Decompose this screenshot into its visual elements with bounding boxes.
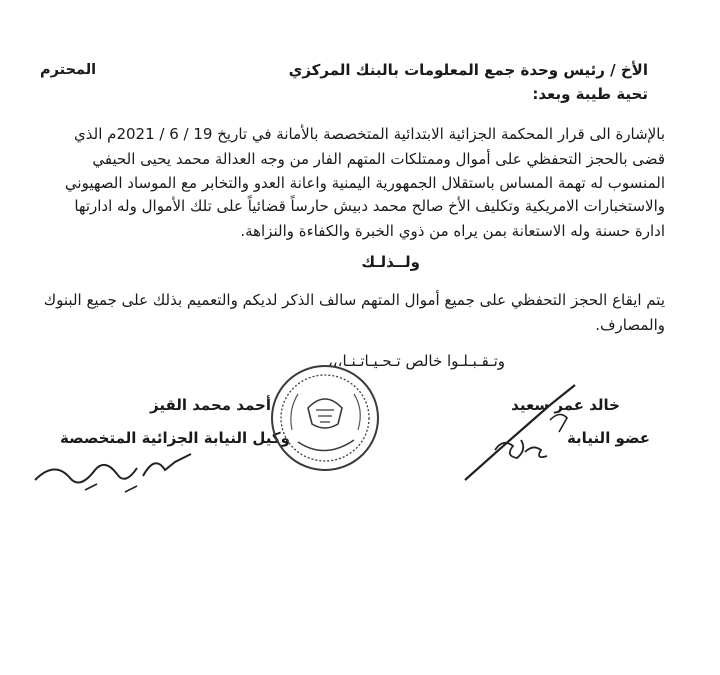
closing-line: وتـقـبـلـوا خالص تـحـيـاتـنـا،،، <box>327 352 505 370</box>
right-signatory-name: خالد عمر سعيد <box>511 396 620 414</box>
body-line-3: المنسوب له تهمة المساس باستقلال الجمهورية اليمنية واعانة العدو والتخابر مع الموساد الصهيوني <box>64 174 665 192</box>
body-line-2: قضى بالحجز التحفظي على أموال وممتلكات المتهم الفار من وجه العدالة محمد يحيى الحيفي <box>92 150 665 168</box>
decision-line-2: والمصارف. <box>595 316 665 334</box>
left-signatory-name: أحمد محمد القيز <box>150 396 271 414</box>
body-line-1: بالإشارة الى قرار المحكمة الجزائية الابتدائية المتخصصة بالأمانة في تاريخ 19 / 6 / 2021م الذي <box>74 125 665 143</box>
body-line-5: ادارة حسنة وله الاستعانة بمن يراه من ذوي الخبرة والكفاءة والنزاهة. <box>240 222 665 240</box>
greeting: تحية طيبة وبعد: <box>532 85 648 103</box>
right-signatory-title: عضو النيابة <box>566 429 650 447</box>
official-stamp-icon <box>268 360 383 475</box>
body-line-4: والاستخبارات الامريكية وتكليف الأخ صالح محمد دبيش حارساً قضائياً على تلك الأموال وله ادارتها <box>74 197 665 215</box>
left-signatory-title: وكيل النيابة الجزائية المتخصصة <box>60 429 290 447</box>
honorific: المحترم <box>40 62 97 78</box>
decision-line-1: يتم ايقاع الحجز التحفظي على جميع أموال المتهم سالف الذكر لديكم والتعميم بذلك على جميع البنوك <box>43 291 665 309</box>
therefore-heading: ولــذلـك <box>361 253 420 271</box>
addressee: الأخ / رئيس وحدة جمع المعلومات بالبنك المركزي <box>288 61 648 79</box>
left-signature-icon <box>25 440 205 500</box>
